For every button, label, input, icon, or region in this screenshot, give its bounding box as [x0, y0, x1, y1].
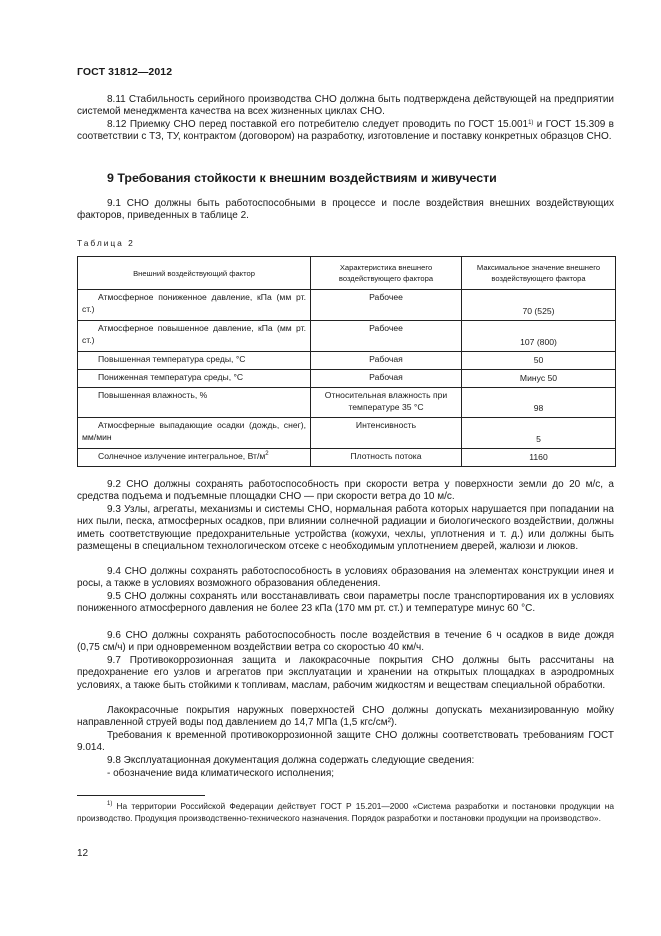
paragraph-9-2: 9.2 СНО должны сохранять работоспособность при скорости ветра у поверхности земли до 20 м/с, а средства подъема и подъемные площадки СНО — при скорости ветра до 10 м/с. — [77, 479, 614, 503]
table-row — [78, 449, 616, 467]
paragraph-8-12-part2: и ГОСТ 15.309 в соответствии с ТЗ, ТУ, контрактом (договором) на разработку, изготовление и поставку конкретных образцов СНО. — [77, 119, 614, 143]
paragraph-9-3: 9.3 Узлы, агрегаты, механизмы и системы СНО, нормальная работа которых нарушается при попадании на них пыли, песка, атмосферных осадков, при влиянии солнечной радиации и биологического воздействии, должны иметь соответствующие предохранительные устройства (кожухи, чехлы, уплотнения и т. д.) или должны быть размещены в специальном технологическом отсеке с необходимым уплотнением дверей, жалюзи и люков. — [77, 504, 614, 553]
characteristic-cell: Плотность потока — [311, 449, 462, 467]
value-cell: 107 (800) — [462, 321, 616, 352]
characteristic-cell: Рабочее — [311, 321, 462, 352]
factor-cell: Атмосферные выпадающие осадки (дождь, снег), мм/мин — [78, 418, 311, 449]
footnote-text: На территории Российской Федерации действует ГОСТ Р 15.201—2000 «Система разработки и постановки продукции на производство. Продукция производственно-технического назначения. Порядок разработки и постановки продукции на производство». — [77, 801, 614, 824]
paragraph-9-8: 9.8 Эксплуатационная документация должна содержать следующие сведения: — [107, 755, 475, 766]
factor-cell: Повышенная влажность, % — [78, 388, 311, 418]
table-header-row — [78, 257, 616, 290]
value-cell: 50 — [462, 352, 616, 370]
paragraph-8-12-part1: 8.12 Приемку СНО перед поставкой его потребителю следует проводить по ГОСТ 15.001 — [107, 119, 529, 130]
factor-cell: Пониженная температура среды, °С — [78, 370, 311, 388]
value-cell: 1160 — [462, 449, 616, 467]
paragraph-9-6: 9.6 СНО должны сохранять работоспособность после воздействия в течение 6 ч осадков в виде дождя (0,75 см/ч) и при одновременном воздействии ветра со скоростью 40 км/ч. — [77, 630, 614, 654]
value-cell: 70 (525) — [462, 290, 616, 321]
table-row — [78, 352, 616, 370]
factor-cell: Атмосферное пониженное давление, кПа (мм рт. ст.) — [78, 290, 311, 321]
characteristic-cell: Рабочее — [311, 290, 462, 321]
footnote-divider — [77, 795, 205, 796]
table-row — [78, 370, 616, 388]
paragraph-9-5: 9.5 СНО должны сохранять или восстанавливать свои параметры после транспортирования их в условиях пониженного атмосферного давления не более 23 кПа (170 мм рт. ст.) и температуре минус 60 °С. — [77, 591, 614, 615]
paragraph-9-7: 9.7 Противокоррозионная защита и лакокрасочные покрытия СНО должны быть рассчитаны на предохранение его узлов и агрегатов при эксплуатации и хранении на открытых площадках в аэродромных условиях, а также быть стойкими к топливам, маслам, рабочим жидкостям и веществам специальной обработки. — [77, 655, 614, 691]
value-cell: 98 — [462, 388, 616, 418]
table-2 — [77, 256, 616, 467]
footnote-mark: 1) — [107, 801, 113, 807]
value-cell: 5 — [462, 418, 616, 449]
table-header-cell: Максимальное значение внешнего воздействующего фактора — [462, 257, 616, 290]
document-header: ГОСТ 31812—2012 — [77, 66, 173, 78]
characteristic-cell: Рабочая — [311, 352, 462, 370]
footnote — [77, 800, 614, 824]
paragraph-9-4: 9.4 СНО должны сохранять работоспособность в условиях образования на элементах конструкции инея и росы, а также в условиях возможного образования обледенения. — [77, 566, 614, 590]
table-row — [78, 388, 616, 418]
section-heading-9: 9 Требования стойкости к внешним воздействиям и живучести — [107, 171, 497, 185]
factor-cell — [78, 449, 311, 467]
page-number: 12 — [77, 848, 89, 859]
table-header-cell: Внешний воздействующий фактор — [78, 257, 311, 290]
footnote-ref: 1) — [528, 120, 534, 126]
table-header-cell: Характеристика внешнего воздействующего фактора — [311, 257, 462, 290]
table-row — [78, 321, 616, 352]
list-item: - обозначение вида климатического исполнения; — [107, 768, 335, 779]
factor-text: Солнечное излучение интегральное, Вт/м — [98, 451, 266, 461]
table-row — [78, 418, 616, 449]
paragraph-8-11: 8.11 Стабильность серийного производства СНО должна быть подтверждена действующей на предприятии системой менеджмента качества на всех жизненных циклах СНО. — [77, 94, 614, 118]
factor-cell: Атмосферное повышенное давление, кПа (мм рт. ст.) — [78, 321, 311, 352]
table-caption: Таблица 2 — [77, 238, 135, 248]
value-cell: Минус 50 — [462, 370, 616, 388]
paragraph-9-7-temporary: Требования к временной противокоррозионной защите СНО должны соответствовать требованиям ГОСТ 9.014. — [77, 730, 614, 754]
paragraph-8-12 — [77, 119, 614, 144]
characteristic-cell: Рабочая — [311, 370, 462, 388]
superscript: 2 — [265, 451, 269, 457]
paragraph-9-7-coatings: Лакокрасочные покрытия наружных поверхностей СНО должны допускать механизированную мойку направленной струей воды под давлением до 14,7 МПа (1,5 кгс/см²). — [77, 705, 614, 729]
paragraph-9-1: 9.1 СНО должны быть работоспособными в процессе и после воздействия внешних воздействующих факторов, приведенных в таблице 2. — [77, 198, 614, 222]
table-row — [78, 290, 616, 321]
factor-cell: Повышенная температура среды, °С — [78, 352, 311, 370]
characteristic-cell: Относительная влажность при температуре 35 °С — [311, 388, 462, 418]
characteristic-cell: Интенсивность — [311, 418, 462, 449]
